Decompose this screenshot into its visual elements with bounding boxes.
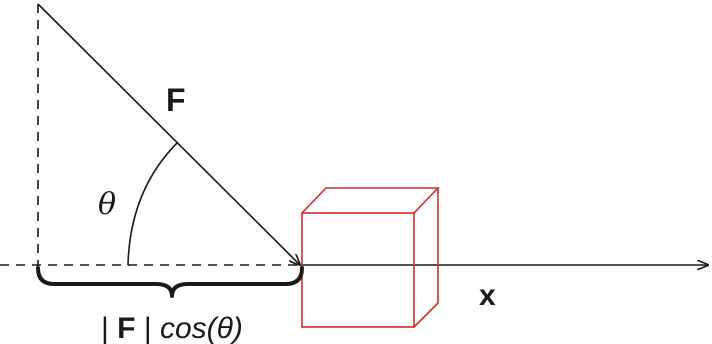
block-top-face xyxy=(302,188,438,213)
projection-bar-close: | xyxy=(143,312,152,344)
force-label: F xyxy=(166,82,186,118)
block-front-face xyxy=(302,213,414,327)
force-vector-arrow xyxy=(38,4,300,265)
projection-brace xyxy=(38,268,302,296)
projection-label xyxy=(101,312,243,344)
axis-label: x xyxy=(479,279,496,312)
projection-bar-open: | xyxy=(101,312,109,344)
angle-arc xyxy=(128,142,178,265)
projection-force-symbol: F xyxy=(117,312,136,344)
block xyxy=(302,188,438,327)
projection-cosine: cos(θ) xyxy=(159,312,243,344)
angle-label: θ xyxy=(98,187,117,222)
